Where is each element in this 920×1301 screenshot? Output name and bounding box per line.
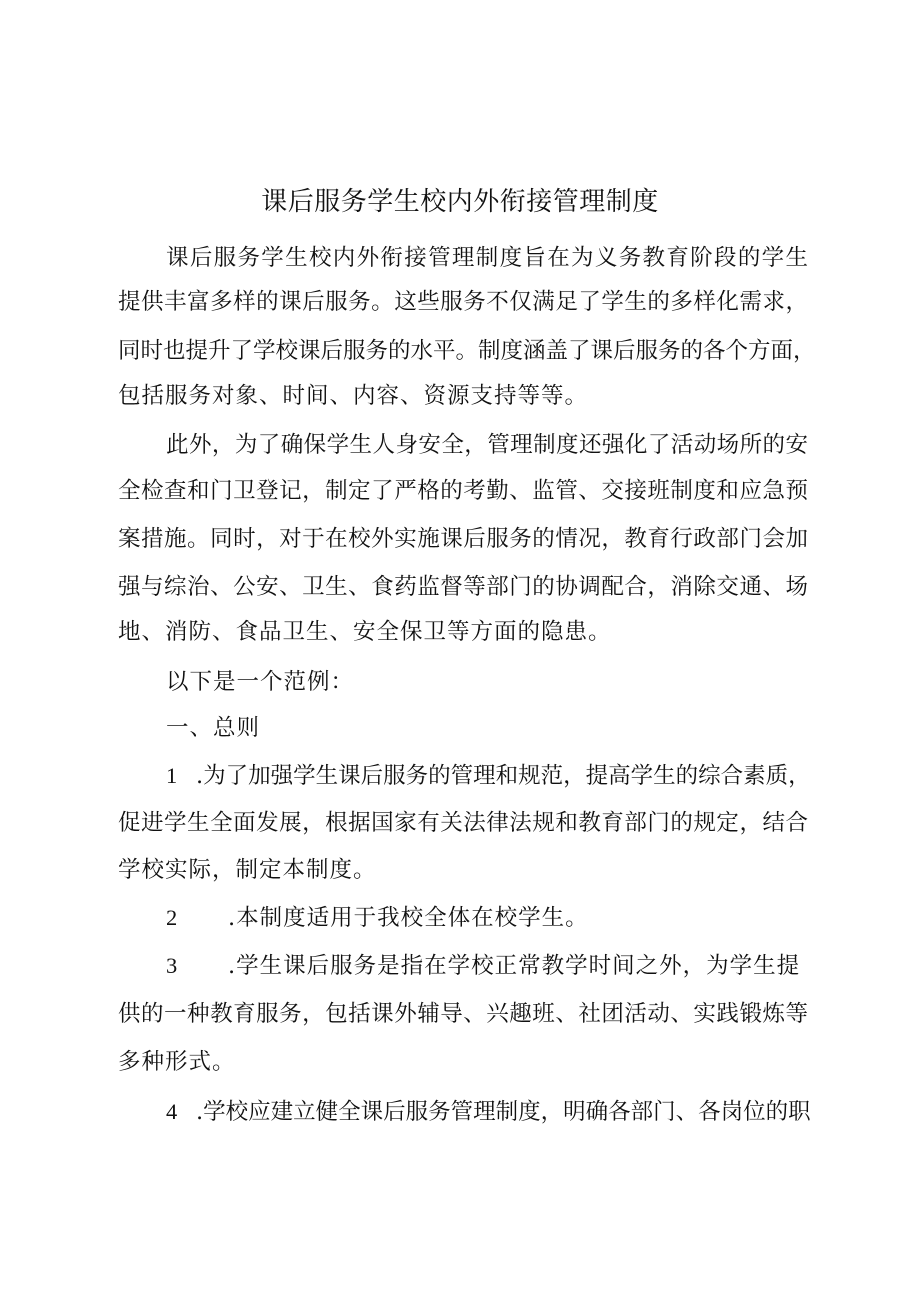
list-item [166,948,808,984]
item-number: 1 [166,763,178,788]
list-item [166,758,811,794]
item-number: 2 [166,905,179,930]
paragraph-line: 强与综治、公安、卫生、食药监督等部门的协调配合，消除交通、场 [118,574,808,600]
item-number: 3 [166,953,179,978]
item-number: 4 [166,1099,178,1124]
paragraph-line: 课后服务学生校内外衔接管理制度旨在为义务教育阶段的学生 [166,245,808,271]
item-text: .为了加强学生课后服务的管理和规范，提高学生的综合素质， [196,763,811,789]
paragraph-line: 全检查和门卫登记，制定了严格的考勤、监管、交接班制度和应急预 [118,478,808,504]
item-text: .学生课后服务是指在学校正常教学时间之外，为学生提 [228,953,801,979]
paragraph-line: 地、消防、食品卫生、安全保卫等方面的隐患。 [118,619,612,645]
section-heading: 一、总则 [166,715,261,741]
paragraph-line: 多种形式。 [118,1049,236,1075]
paragraph-line: 提供丰富多样的课后服务。这些服务不仅满足了学生的多样化需求， [118,289,808,315]
document-title: 课后服务学生校内外衔接管理制度 [261,187,659,217]
paragraph-line: 案措施。同时，对于在校外实施课后服务的情况，教育行政部门会加 [118,526,808,552]
item-text: .学校应建立健全课后服务管理制度，明确各部门、各岗位的职 [196,1099,811,1125]
paragraph-line: 包括服务对象、时间、内容、资源支持等等。 [118,383,589,409]
paragraph-line: 同时也提升了学校课后服务的水平。制度涵盖了课后服务的各个方面， [118,338,816,364]
paragraph-line: 学校实际，制定本制度。 [118,857,377,883]
list-item [166,1094,811,1130]
list-item [166,900,808,936]
example-intro: 以下是一个范例： [166,669,355,695]
paragraph-line: 促进学生全面发展，根据国家有关法律法规和教育部门的规定，结合 [118,810,808,836]
paragraph-line: 此外，为了确保学生人身安全，管理制度还强化了活动场所的安 [166,432,808,458]
paragraph-line: 供的一种教育服务，包括课外辅导、兴趣班、社团活动、实践锻炼等 [118,1001,808,1027]
item-text: .本制度适用于我校全体在校学生。 [228,905,589,931]
